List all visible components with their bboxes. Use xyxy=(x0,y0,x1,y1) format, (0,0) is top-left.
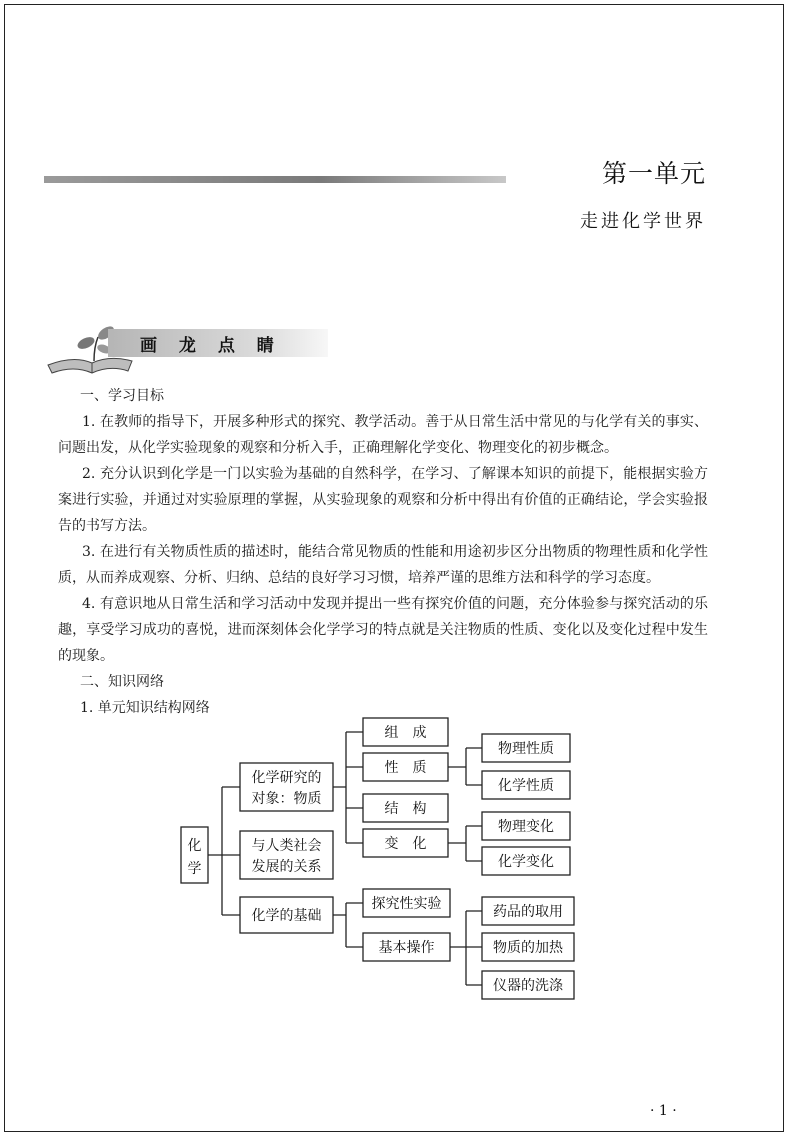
page-number: · 1 · xyxy=(650,1103,677,1119)
node-property xyxy=(363,753,448,781)
node-chemical-change xyxy=(482,847,570,875)
svg-text:与人类社会: 与人类社会 xyxy=(251,838,322,854)
svg-text:化学研究的: 化学研究的 xyxy=(251,770,322,786)
svg-text:结 构: 结 构 xyxy=(384,801,427,817)
svg-text:物理变化: 物理变化 xyxy=(498,819,554,835)
unit-title: 第一单元 xyxy=(601,159,706,188)
svg-text:学: 学 xyxy=(187,861,202,877)
svg-text:化学变化: 化学变化 xyxy=(498,854,554,870)
goal-paragraph: 1. 在教师的指导下，开展多种形式的探究、教学活动。善于从日常生活中常见的与化学有关的事实、问题出发，从化学实验现象的观察和分析入手，正确理解化学变化、物理变化的初步概念。 xyxy=(58,414,708,456)
unit-subtitle: 走进化学世界 xyxy=(580,211,706,232)
svg-text:组 成: 组 成 xyxy=(384,725,427,741)
svg-text:基本操作: 基本操作 xyxy=(378,940,435,956)
svg-text:对象：物质: 对象：物质 xyxy=(251,791,322,807)
node-physical-property xyxy=(482,734,570,762)
node-chemistry-foundation xyxy=(240,897,333,933)
node-change xyxy=(363,829,448,857)
node-washing xyxy=(482,971,574,999)
goal-paragraph: 3. 在进行有关物质性质的描述时，能结合常见物质的性能和用途初步区分出物质的物理性质和化学性质，从而养成观察、分析、归纳、总结的良好学习习惯，培养严谨的思维方法和科学的学习态度。 xyxy=(58,544,708,586)
svg-text:性 质: 性 质 xyxy=(384,760,427,776)
node-inquiry-experiment xyxy=(363,889,450,917)
node-research-object xyxy=(240,763,333,811)
node-basic-operation xyxy=(363,933,450,961)
node-physical-change xyxy=(482,812,570,840)
node-reagent-handling xyxy=(482,897,574,925)
svg-text:药品的取用: 药品的取用 xyxy=(493,904,563,920)
node-composition xyxy=(363,718,448,746)
svg-text:化学性质: 化学性质 xyxy=(498,778,554,794)
svg-text:探究性实验: 探究性实验 xyxy=(371,896,442,912)
svg-text:仪器的洗涤: 仪器的洗涤 xyxy=(493,978,563,994)
node-heating xyxy=(482,933,574,961)
node-root-chemistry xyxy=(181,827,208,883)
section-heading-network: 二、知识网络 xyxy=(80,674,164,690)
node-structure xyxy=(363,794,448,822)
banner-title: 画 龙 点 睛 xyxy=(140,336,282,356)
svg-text:物质的加热: 物质的加热 xyxy=(493,940,563,956)
section-heading-goals: 一、学习目标 xyxy=(80,388,164,404)
network-subheading: 1. 单元知识结构网络 xyxy=(80,700,210,716)
svg-text:物理性质: 物理性质 xyxy=(498,741,554,757)
node-chemical-property xyxy=(482,771,570,799)
svg-text:发展的关系: 发展的关系 xyxy=(251,859,322,875)
node-society-relation xyxy=(240,831,333,879)
svg-text:变 化: 变 化 xyxy=(384,836,427,852)
goal-paragraph: 4. 有意识地从日常生活和学习活动中发现并提出一些有探究价值的问题，充分体验参与探究活动的乐趣，享受学习成功的喜悦，进而深刻体会化学学习的特点就是关注物质的性质、变化以及变化过程中发生的现象。 xyxy=(58,596,708,664)
goal-paragraph: 2. 充分认识到化学是一门以实验为基础的自然科学，在学习、了解课本知识的前提下，能根据实验方案进行实验，并通过对实验原理的掌握，从实验现象的观察和分析中得出有价值的正确结论，学会实验报告的书写方法。 xyxy=(58,466,708,534)
svg-text:化学的基础: 化学的基础 xyxy=(251,908,322,924)
svg-text:化: 化 xyxy=(187,838,202,854)
